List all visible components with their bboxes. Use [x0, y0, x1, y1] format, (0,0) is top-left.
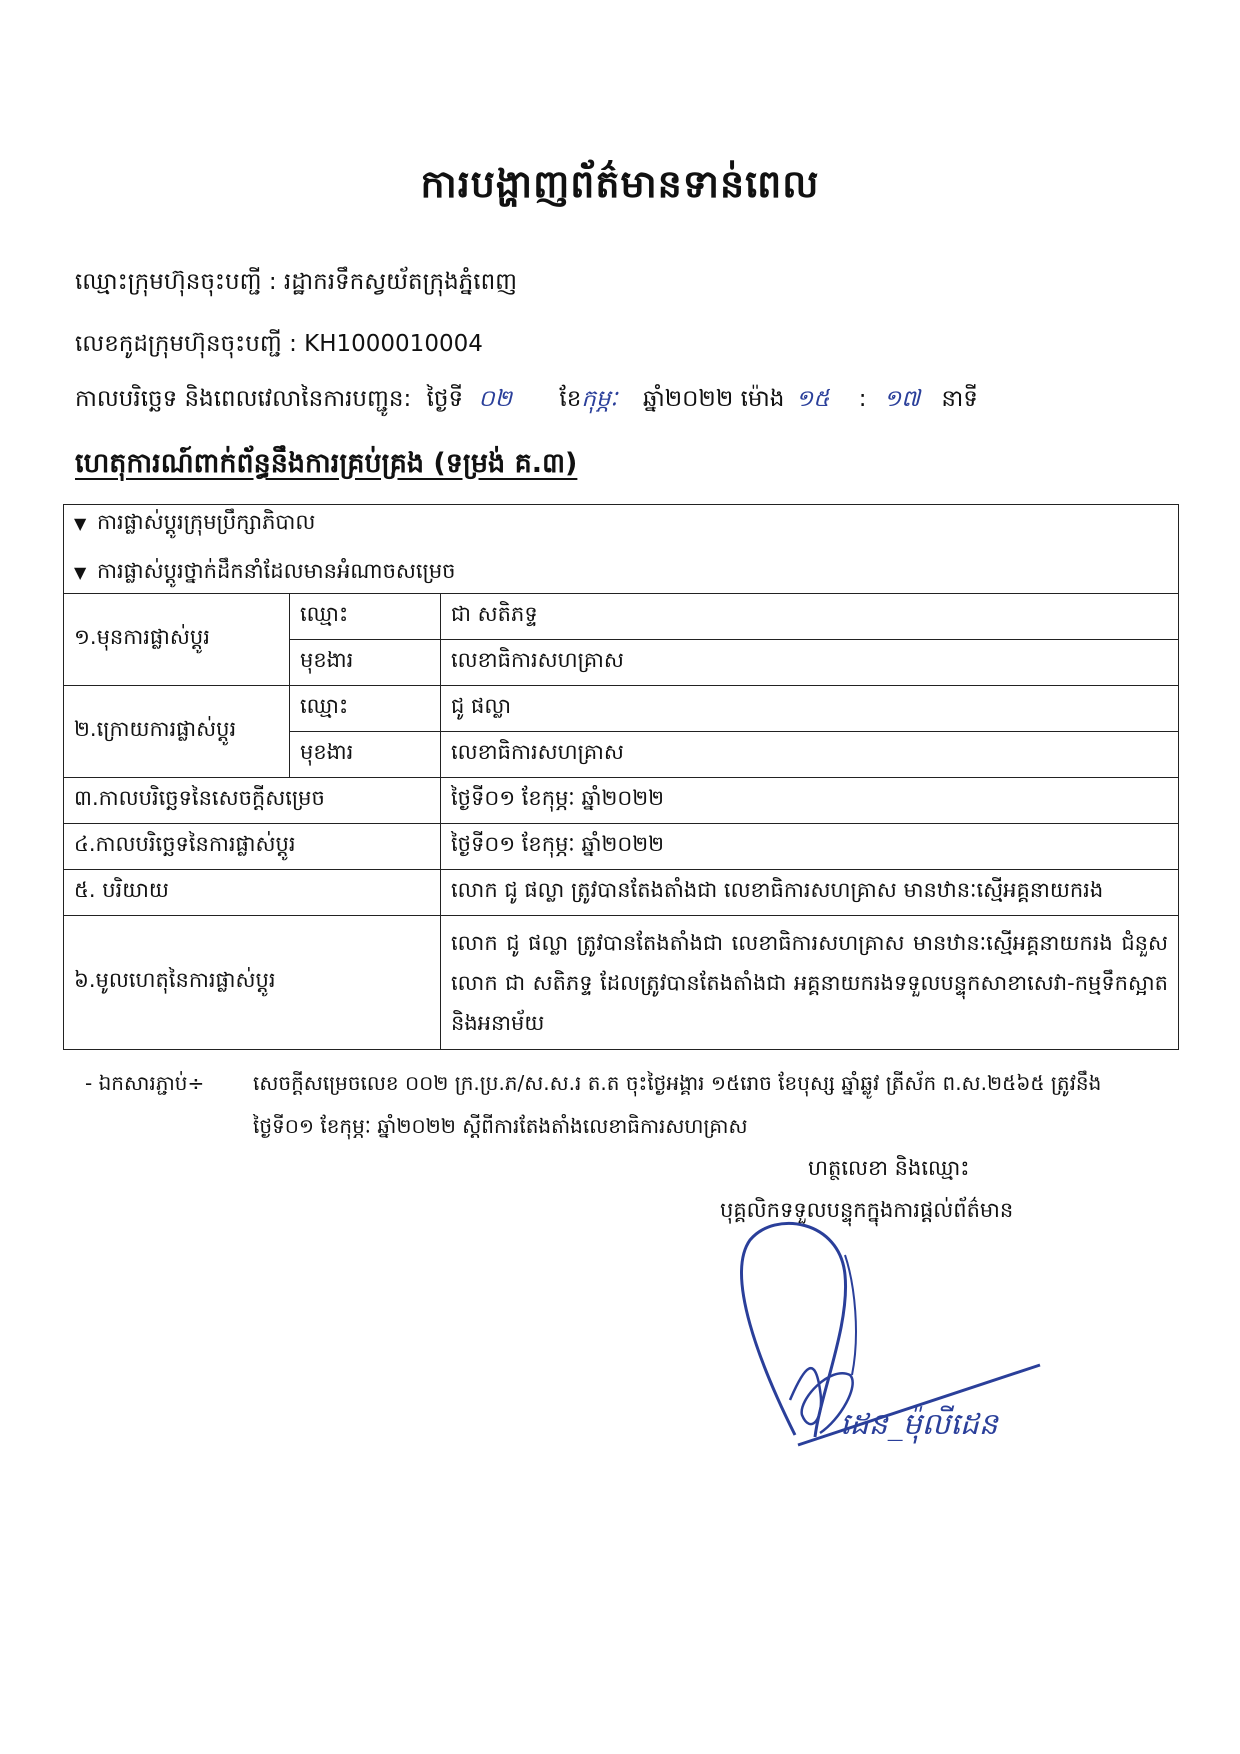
description-label: ៥. បរិយាយ: [64, 870, 441, 916]
after-name-label: ឈ្មោះ: [290, 686, 441, 732]
after-position-label: មុខងារ: [290, 732, 441, 778]
month-value: កុម្ភៈ: [581, 386, 618, 412]
attachment-line1: សេចក្តីសម្រេចលេខ ០០២ ក្រ.ប្រ.ភ/ស.ស.រ ត.ត ចុះថ្ងៃអង្គារ ១៥រោច ខែបុស្ស ឆ្នាំឆ្លូវ ត្រីស័ក ព.ស.២៥៦៥ ត្រូវនឹង: [253, 1071, 1102, 1095]
before-change-label: ១.មុនការផ្លាស់ប្តូរ: [64, 594, 290, 686]
company-code-line: [75, 330, 483, 363]
year-value: ឆ្នាំ២០២២: [642, 386, 734, 412]
checkbox-management-change: [74, 558, 1168, 589]
hour-label: ម៉ោង: [740, 386, 785, 412]
after-change-label: ២.ក្រោយការផ្លាស់ប្តូរ: [64, 686, 290, 778]
section-heading: ហេតុការណ៍ពាក់ព័ន្ធនឹងការគ្រប់គ្រង (ទម្រង់ គ.៣): [75, 448, 578, 479]
checkbox-row: [64, 505, 1179, 594]
triangle-marker-icon: ▼: [74, 563, 87, 582]
before-name-label: ឈ្មោះ: [290, 594, 441, 640]
description-row: [64, 870, 1179, 916]
attachment-line2: ថ្ងៃទី០១ ខែកុម្ភៈ ឆ្នាំ២០២២ ស្តីពីការតែងតាំងលេខាធិការសហគ្រាស: [253, 1114, 748, 1138]
governance-change-table: [63, 504, 1179, 1050]
company-name-line: [75, 268, 517, 301]
change-date-label: ៤.កាលបរិច្ឆេទនៃការផ្លាស់ប្តូរ: [64, 824, 441, 870]
attachment-label: - ឯកសារភ្ជាប់÷: [85, 1071, 205, 1095]
time-separator: :: [858, 386, 867, 412]
minute-label: នាទី: [941, 386, 978, 412]
reason-value: លោក ជូ ផល្លា ត្រូវបានតែងតាំងជា លេខាធិការសហគ្រាស មានឋានៈស្មើអគ្គនាយករង ជំនួស លោក ជា សតិភទ្ទ ដែលត្រូវបានតែងតាំងជា អគ្គនាយករងទទួលបន្ទុកសាខាសេវា-កម្មទឹកស្អាត និងអនាម័យ: [441, 916, 1179, 1050]
before-name-value: ជា សតិភទ្ទ: [441, 594, 1179, 640]
page-title: ការបង្ហាញព័ត៌មានទាន់ពេល: [420, 162, 820, 206]
description-value: លោក ជូ ផល្លា ត្រូវបានតែងតាំងជា លេខាធិការសហគ្រាស មានឋានៈស្មើអគ្គនាយករង: [441, 870, 1179, 916]
signatory-name: ដេន_ម៉ុលីដេន: [840, 1407, 998, 1442]
after-change-name-row: [64, 686, 1179, 732]
decision-date-label: ៣.កាលបរិច្ឆេទនៃសេចក្តីសម្រេច: [64, 778, 441, 824]
month-label: ខែ: [559, 386, 582, 412]
hour-value: ១៥: [795, 386, 830, 412]
company-name-label: ឈ្មោះក្រុមហ៊ុនចុះបញ្ជី :: [75, 269, 277, 295]
change-date-value: ថ្ងៃទី០១ ខែកុម្ភៈ ឆ្នាំ២០២២: [441, 824, 1179, 870]
before-position-label: មុខងារ: [290, 640, 441, 686]
decision-date-value: ថ្ងៃទី០១ ខែកុម្ភៈ ឆ្នាំ២០២២: [441, 778, 1179, 824]
company-name-value: រដ្ឋាករទឹកស្វយ័តក្រុងភ្នំពេញ: [283, 269, 518, 295]
after-name-value: ជូ ផល្លា: [441, 686, 1179, 732]
company-code-value: KH1000010004: [304, 331, 483, 357]
before-change-name-row: [64, 594, 1179, 640]
decision-date-row: [64, 778, 1179, 824]
triangle-marker-icon: ▼: [74, 514, 87, 533]
checkbox-board-change-label: ការផ្លាស់ប្តូរក្រុមប្រឹក្សាភិបាល: [97, 510, 316, 534]
signatory-title: បុគ្គលិកទទួលបន្ទុកក្នុងការផ្តល់ព័ត៌មាន: [720, 1198, 1014, 1222]
after-position-value: លេខាធិការសហគ្រាស: [441, 732, 1179, 778]
disclosure-date-label: កាលបរិច្ឆេទ និងពេលវេលានៃការបញ្ជូន:: [75, 386, 412, 412]
day-label: ថ្ងៃទី: [426, 386, 464, 412]
before-position-value: លេខាធិការសហគ្រាស: [441, 640, 1179, 686]
company-code-label: លេខកូដក្រុមហ៊ុនចុះបញ្ជី :: [75, 331, 297, 357]
reason-row: [64, 916, 1179, 1050]
change-date-row: [64, 824, 1179, 870]
attachment-line: [85, 1070, 1101, 1100]
checkbox-management-change-label: ការផ្លាស់ប្តូរថ្នាក់ដឹកនាំដែលមានអំណាចសម្រេច: [97, 559, 456, 583]
checkbox-board-change: [74, 509, 1168, 540]
disclosure-date-line: [75, 385, 978, 418]
day-value: ០២: [478, 386, 513, 412]
reason-label: ៦.មូលហេតុនៃការផ្លាស់ប្តូរ: [64, 916, 441, 1050]
minute-value: ១៧: [883, 386, 921, 412]
signature-caption: ហត្ថលេខា និងឈ្មោះ: [808, 1156, 970, 1180]
